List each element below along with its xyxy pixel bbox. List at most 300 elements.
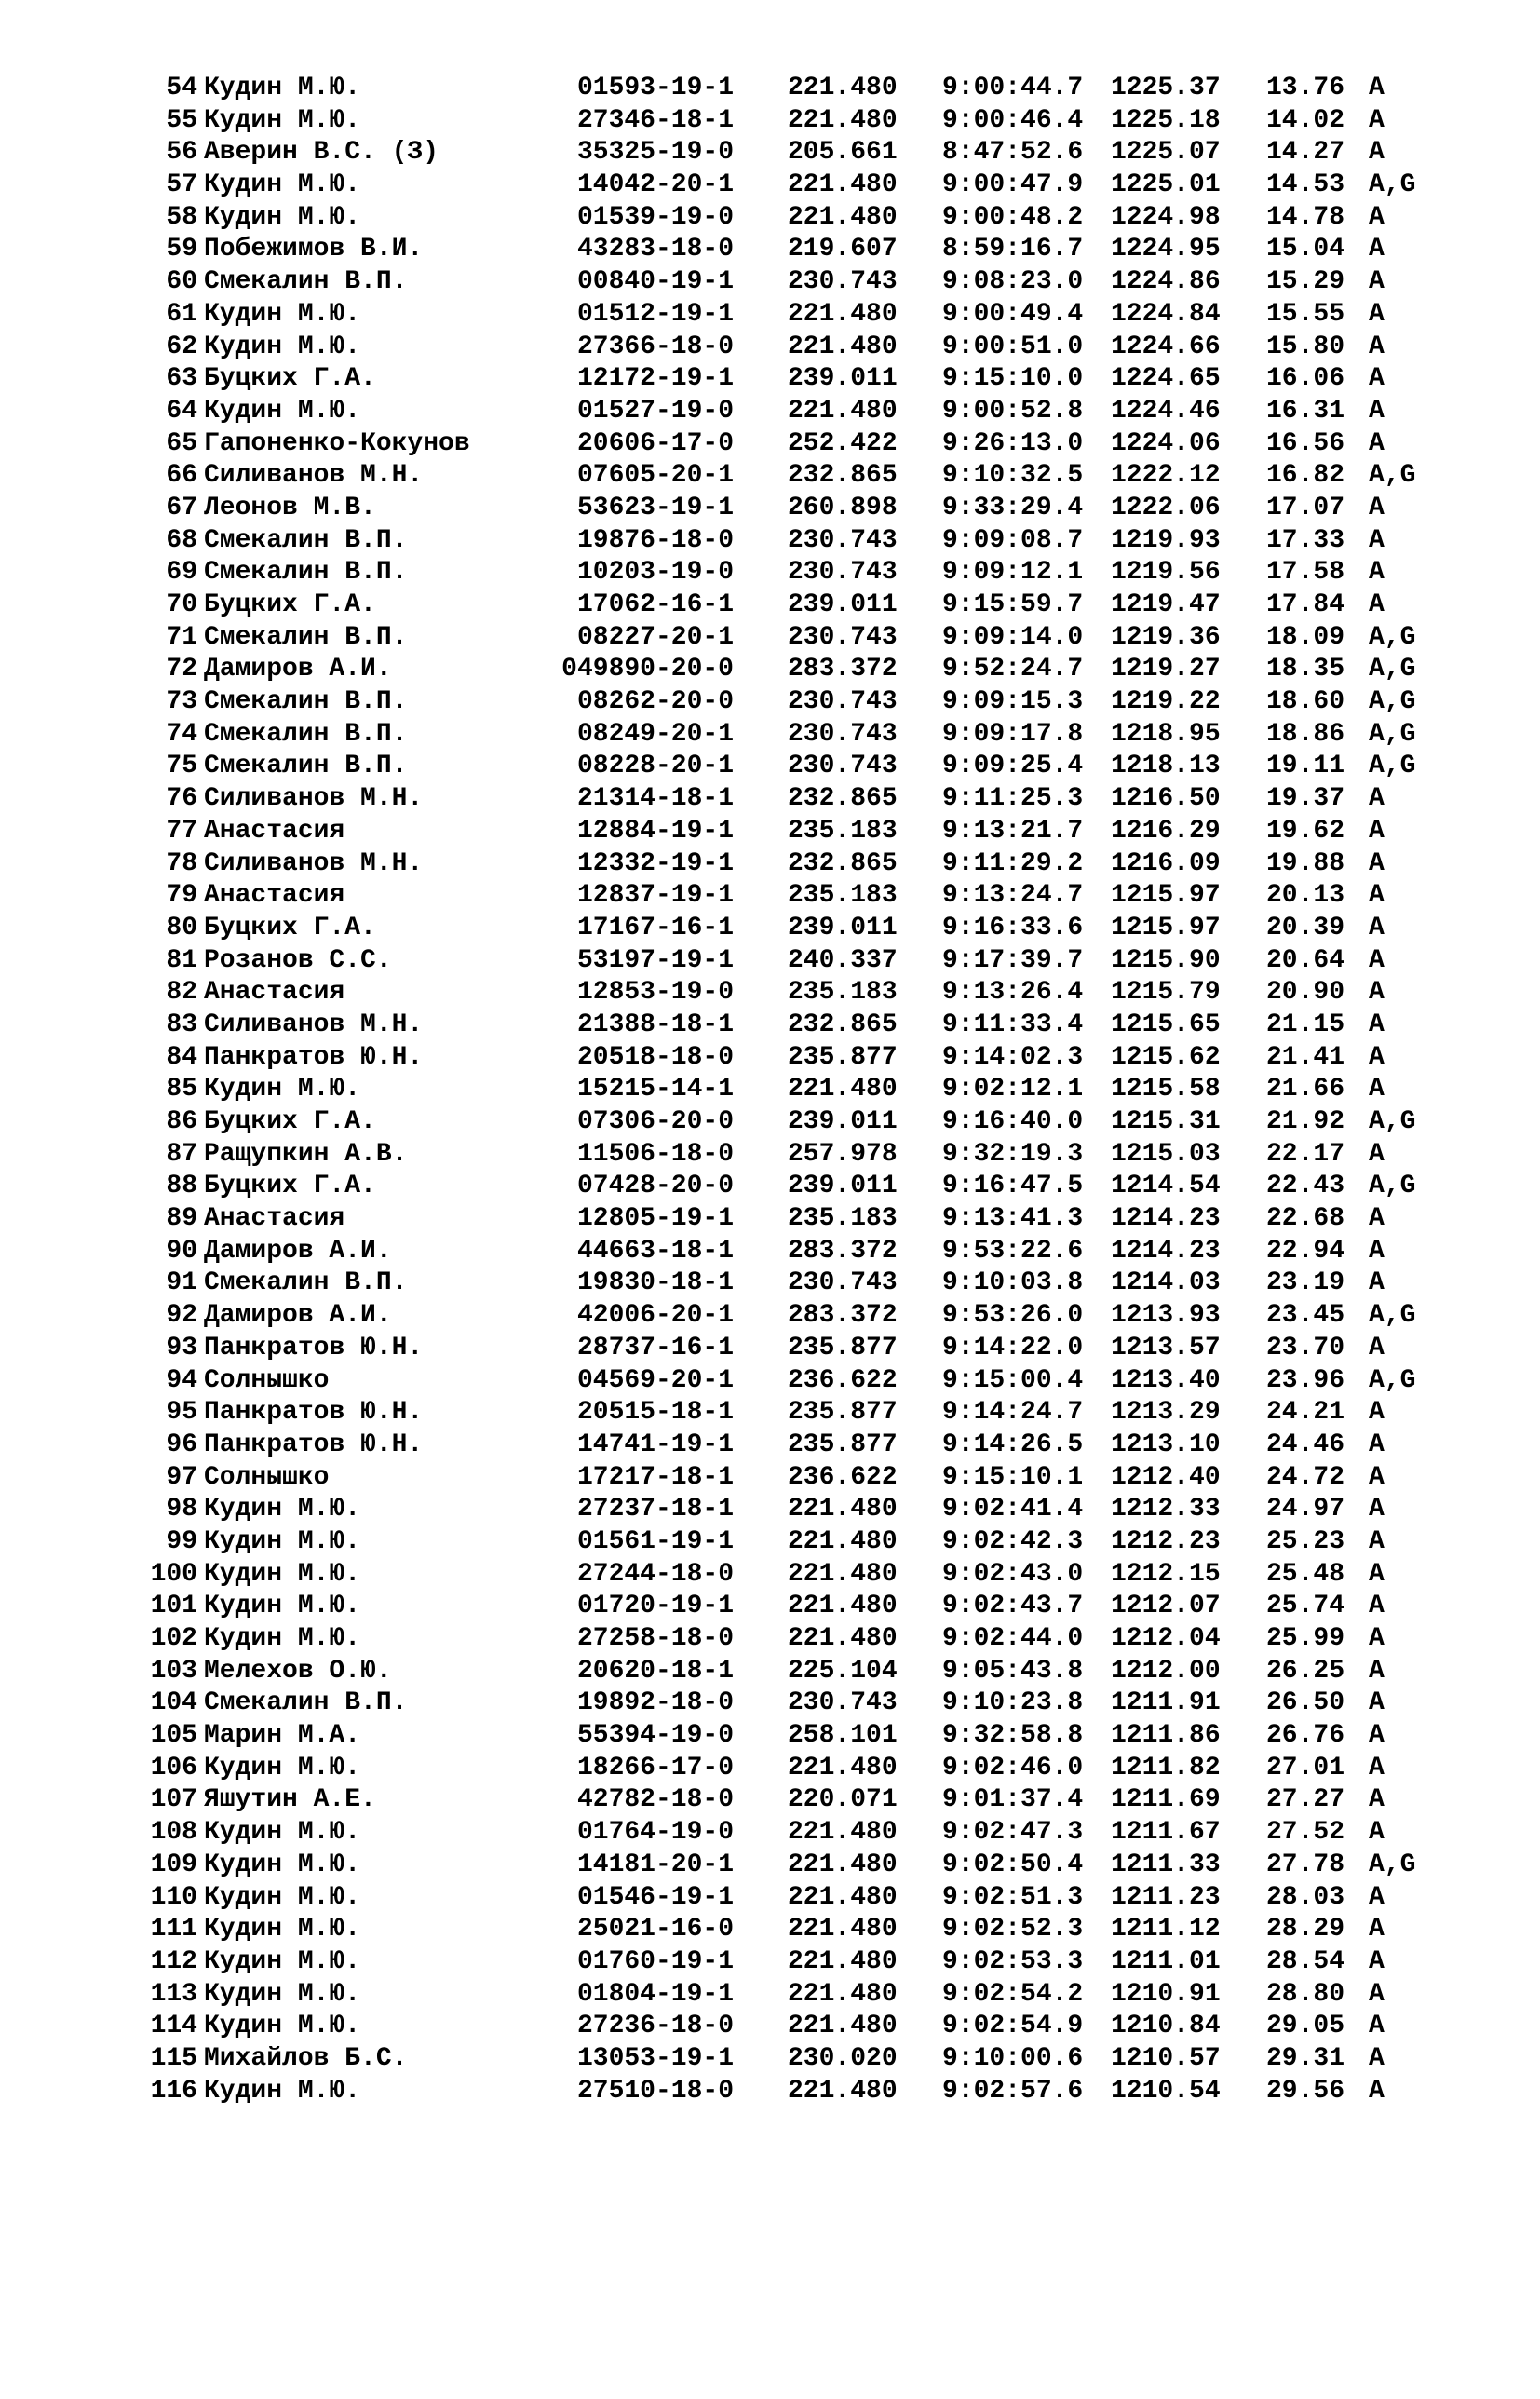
distance-cell: 219.607 [788,235,898,264]
fancier-name-cell: Кудин М.Ю. [204,1592,361,1621]
fancier-name-cell: Михайлов Б.С. [204,2043,408,2073]
table-row [0,169,1540,202]
fancier-name-cell: Силиванов М.Н. [204,1010,424,1039]
table-row [0,1720,1540,1753]
table-row [0,1850,1540,1882]
table-row [0,622,1540,655]
place-cell: 55 [166,105,197,135]
flag-cell: A [1369,2043,1385,2073]
table-row [0,1203,1540,1236]
flag-cell: A,G [1369,461,1416,491]
coefficient-cell: 14.53 [1266,170,1345,200]
coefficient-cell: 18.60 [1266,687,1345,717]
arrival-time-cell: 9:05:43.8 [942,1656,1084,1686]
speed-cell: 1222.06 [1111,493,1221,522]
arrival-time-cell: 9:13:26.4 [942,978,1084,1008]
coefficient-cell: 23.96 [1266,1365,1345,1395]
coefficient-cell: 16.56 [1266,428,1345,458]
ring-number-cell: 01561-19-1 [576,1526,734,1556]
distance-cell: 239.011 [788,913,898,942]
flag-cell: A [1369,1592,1385,1621]
distance-cell: 230.743 [788,687,898,717]
fancier-name-cell: Кудин М.Ю. [204,396,361,426]
table-row [0,1106,1540,1139]
distance-cell: 235.183 [788,881,898,911]
speed-cell: 1211.33 [1111,1850,1221,1879]
coefficient-cell: 22.17 [1266,1139,1345,1169]
speed-cell: 1224.46 [1111,396,1221,426]
arrival-time-cell: 9:15:00.4 [942,1365,1084,1395]
distance-cell: 283.372 [788,655,898,684]
speed-cell: 1216.09 [1111,848,1221,878]
ring-number-cell: 27346-18-1 [576,105,734,135]
results-table [0,73,1540,2108]
speed-cell: 1213.29 [1111,1398,1221,1428]
ring-number-cell: 01539-19-0 [576,202,734,232]
place-cell: 91 [166,1268,197,1298]
fancier-name-cell: Кудин М.Ю. [204,1075,361,1105]
coefficient-cell: 22.43 [1266,1172,1345,1201]
place-cell: 103 [150,1656,197,1686]
flag-cell: A [1369,1430,1385,1459]
ring-number-cell: 08228-20-1 [576,752,734,781]
distance-cell: 283.372 [788,1236,898,1266]
flag-cell: A [1369,1946,1385,1976]
place-cell: 56 [166,138,197,168]
arrival-time-cell: 9:26:13.0 [942,428,1084,458]
place-cell: 109 [150,1850,197,1879]
table-row [0,525,1540,558]
speed-cell: 1216.29 [1111,816,1221,846]
speed-cell: 1215.97 [1111,913,1221,942]
ring-number-cell: 12837-19-1 [576,881,734,911]
flag-cell: A [1369,945,1385,975]
place-cell: 70 [166,590,197,619]
flag-cell: A [1369,1236,1385,1266]
fancier-name-cell: Панкратов Ю.Н. [204,1430,424,1459]
place-cell: 105 [150,1721,197,1751]
flag-cell: A [1369,493,1385,522]
arrival-time-cell: 9:00:48.2 [942,202,1084,232]
fancier-name-cell: Ращупкин А.В. [204,1139,408,1169]
speed-cell: 1212.00 [1111,1656,1221,1686]
coefficient-cell: 21.66 [1266,1075,1345,1105]
distance-cell: 221.480 [788,1979,898,2009]
distance-cell: 220.071 [788,1785,898,1815]
place-cell: 108 [150,1818,197,1848]
table-row [0,1074,1540,1106]
place-cell: 95 [166,1398,197,1428]
speed-cell: 1224.95 [1111,235,1221,264]
place-cell: 96 [166,1430,197,1459]
arrival-time-cell: 9:02:53.3 [942,1946,1084,1976]
ring-number-cell: 049890-20-0 [561,655,734,684]
fancier-name-cell: Смекалин В.П. [204,525,408,555]
coefficient-cell: 23.70 [1266,1333,1345,1362]
table-row [0,848,1540,881]
arrival-time-cell: 9:14:02.3 [942,1042,1084,1072]
distance-cell: 235.877 [788,1398,898,1428]
arrival-time-cell: 8:47:52.6 [942,138,1084,168]
ring-number-cell: 11506-18-0 [576,1139,734,1169]
flag-cell: A [1369,978,1385,1008]
ring-number-cell: 00840-19-1 [576,267,734,297]
arrival-time-cell: 9:32:19.3 [942,1139,1084,1169]
ring-number-cell: 42006-20-1 [576,1301,734,1331]
arrival-time-cell: 9:00:51.0 [942,332,1084,361]
table-row [0,428,1540,461]
coefficient-cell: 29.05 [1266,2012,1345,2041]
coefficient-cell: 19.88 [1266,848,1345,878]
fancier-name-cell: Кудин М.Ю. [204,170,361,200]
ring-number-cell: 08249-20-1 [576,719,734,749]
speed-cell: 1210.91 [1111,1979,1221,2009]
distance-cell: 240.337 [788,945,898,975]
flag-cell: A,G [1369,622,1416,652]
table-row [0,73,1540,105]
arrival-time-cell: 9:02:44.0 [942,1624,1084,1653]
place-cell: 67 [166,493,197,522]
table-row [0,1784,1540,1817]
speed-cell: 1219.27 [1111,655,1221,684]
distance-cell: 221.480 [788,74,898,102]
coefficient-cell: 26.25 [1266,1656,1345,1686]
arrival-time-cell: 9:10:03.8 [942,1268,1084,1298]
fancier-name-cell: Кудин М.Ю. [204,1882,361,1912]
distance-cell: 232.865 [788,1010,898,1039]
speed-cell: 1215.90 [1111,945,1221,975]
ring-number-cell: 27366-18-0 [576,332,734,361]
ring-number-cell: 04569-20-1 [576,1365,734,1395]
distance-cell: 239.011 [788,1172,898,1201]
speed-cell: 1215.58 [1111,1075,1221,1105]
distance-cell: 221.480 [788,1592,898,1621]
ring-number-cell: 07428-20-0 [576,1172,734,1201]
distance-cell: 221.480 [788,1624,898,1653]
speed-cell: 1215.97 [1111,881,1221,911]
fancier-name-cell: Розанов С.С. [204,945,392,975]
distance-cell: 235.183 [788,816,898,846]
flag-cell: A [1369,590,1385,619]
table-row [0,202,1540,235]
fancier-name-cell: Кудин М.Ю. [204,332,361,361]
coefficient-cell: 26.50 [1266,1688,1345,1718]
fancier-name-cell: Кудин М.Ю. [204,1915,361,1945]
arrival-time-cell: 9:16:47.5 [942,1172,1084,1201]
ring-number-cell: 14042-20-1 [576,170,734,200]
table-row [0,1139,1540,1172]
arrival-time-cell: 9:00:47.9 [942,170,1084,200]
distance-cell: 239.011 [788,590,898,619]
fancier-name-cell: Буцких Г.А. [204,1172,376,1201]
ring-number-cell: 17167-16-1 [576,913,734,942]
flag-cell: A [1369,1042,1385,1072]
speed-cell: 1211.69 [1111,1785,1221,1815]
flag-cell: A [1369,74,1385,102]
speed-cell: 1211.12 [1111,1915,1221,1945]
flag-cell: A [1369,1559,1385,1589]
speed-cell: 1215.79 [1111,978,1221,1008]
coefficient-cell: 25.74 [1266,1592,1345,1621]
table-row [0,1817,1540,1850]
table-row [0,751,1540,783]
ring-number-cell: 19892-18-0 [576,1688,734,1718]
arrival-time-cell: 9:09:17.8 [942,719,1084,749]
coefficient-cell: 23.19 [1266,1268,1345,1298]
speed-cell: 1219.56 [1111,558,1221,588]
table-row [0,1494,1540,1526]
distance-cell: 235.877 [788,1042,898,1072]
flag-cell: A,G [1369,1850,1416,1879]
coefficient-cell: 22.68 [1266,1204,1345,1234]
fancier-name-cell: Силиванов М.Н. [204,784,424,814]
flag-cell: A [1369,2012,1385,2041]
place-cell: 112 [150,1946,197,1976]
fancier-name-cell: Гапоненко-Кокунов [204,428,470,458]
place-cell: 81 [166,945,197,975]
speed-cell: 1215.03 [1111,1139,1221,1169]
flag-cell: A,G [1369,687,1416,717]
flag-cell: A [1369,1526,1385,1556]
flag-cell: A [1369,1785,1385,1815]
table-row [0,1914,1540,1946]
place-cell: 64 [166,396,197,426]
fancier-name-cell: Кудин М.Ю. [204,1979,361,2009]
arrival-time-cell: 9:02:50.4 [942,1850,1084,1879]
place-cell: 104 [150,1688,197,1718]
ring-number-cell: 27510-18-0 [576,2076,734,2106]
flag-cell: A [1369,267,1385,297]
table-row [0,1010,1540,1042]
speed-cell: 1214.23 [1111,1204,1221,1234]
fancier-name-cell: Дамиров А.И. [204,1301,392,1331]
coefficient-cell: 19.11 [1266,752,1345,781]
arrival-time-cell: 9:09:25.4 [942,752,1084,781]
table-row [0,1236,1540,1268]
arrival-time-cell: 9:02:41.4 [942,1495,1084,1525]
distance-cell: 239.011 [788,364,898,394]
ring-number-cell: 53197-19-1 [576,945,734,975]
speed-cell: 1214.23 [1111,1236,1221,1266]
speed-cell: 1213.40 [1111,1365,1221,1395]
table-row [0,1591,1540,1623]
distance-cell: 225.104 [788,1656,898,1686]
coefficient-cell: 24.21 [1266,1398,1345,1428]
arrival-time-cell: 9:09:08.7 [942,525,1084,555]
distance-cell: 221.480 [788,1075,898,1105]
speed-cell: 1224.84 [1111,299,1221,329]
fancier-name-cell: Смекалин В.П. [204,622,408,652]
ring-number-cell: 25021-16-0 [576,1915,734,1945]
speed-cell: 1212.15 [1111,1559,1221,1589]
speed-cell: 1213.93 [1111,1301,1221,1331]
distance-cell: 221.480 [788,1882,898,1912]
arrival-time-cell: 9:02:43.7 [942,1592,1084,1621]
flag-cell: A [1369,525,1385,555]
speed-cell: 1219.22 [1111,687,1221,717]
distance-cell: 205.661 [788,138,898,168]
distance-cell: 221.480 [788,332,898,361]
distance-cell: 258.101 [788,1721,898,1751]
flag-cell: A [1369,816,1385,846]
coefficient-cell: 15.29 [1266,267,1345,297]
place-cell: 107 [150,1785,197,1815]
arrival-time-cell: 9:11:33.4 [942,1010,1084,1039]
ring-number-cell: 19830-18-1 [576,1268,734,1298]
ring-number-cell: 20620-18-1 [576,1656,734,1686]
fancier-name-cell: Кудин М.Ю. [204,202,361,232]
flag-cell: A [1369,1139,1385,1169]
place-cell: 57 [166,170,197,200]
arrival-time-cell: 9:13:41.3 [942,1204,1084,1234]
flag-cell: A [1369,235,1385,264]
place-cell: 116 [150,2076,197,2106]
fancier-name-cell: Анастасия [204,881,345,911]
ring-number-cell: 12805-19-1 [576,1204,734,1234]
place-cell: 79 [166,881,197,911]
coefficient-cell: 17.84 [1266,590,1345,619]
coefficient-cell: 28.80 [1266,1979,1345,2009]
place-cell: 71 [166,622,197,652]
ring-number-cell: 01527-19-0 [576,396,734,426]
place-cell: 82 [166,978,197,1008]
speed-cell: 1214.03 [1111,1268,1221,1298]
speed-cell: 1211.82 [1111,1753,1221,1782]
fancier-name-cell: Смекалин В.П. [204,752,408,781]
distance-cell: 232.865 [788,784,898,814]
distance-cell: 221.480 [788,1850,898,1879]
ring-number-cell: 12332-19-1 [576,848,734,878]
fancier-name-cell: Дамиров А.И. [204,655,392,684]
distance-cell: 230.020 [788,2043,898,2073]
table-row [0,1042,1540,1075]
flag-cell: A [1369,1656,1385,1686]
place-cell: 59 [166,235,197,264]
coefficient-cell: 21.15 [1266,1010,1345,1039]
coefficient-cell: 15.04 [1266,235,1345,264]
flag-cell: A,G [1369,1107,1416,1136]
speed-cell: 1216.50 [1111,784,1221,814]
speed-cell: 1213.57 [1111,1333,1221,1362]
distance-cell: 230.743 [788,267,898,297]
coefficient-cell: 13.76 [1266,74,1345,102]
coefficient-cell: 15.55 [1266,299,1345,329]
ring-number-cell: 01512-19-1 [576,299,734,329]
arrival-time-cell: 9:15:10.0 [942,364,1084,394]
coefficient-cell: 19.62 [1266,816,1345,846]
ring-number-cell: 27236-18-0 [576,2012,734,2041]
fancier-name-cell: Анастасия [204,1204,345,1234]
speed-cell: 1210.84 [1111,2012,1221,2041]
ring-number-cell: 21388-18-1 [576,1010,734,1039]
fancier-name-cell: Панкратов Ю.Н. [204,1042,424,1072]
table-row [0,686,1540,719]
flag-cell: A [1369,913,1385,942]
fancier-name-cell: Силиванов М.Н. [204,848,424,878]
ring-number-cell: 08227-20-1 [576,622,734,652]
speed-cell: 1219.93 [1111,525,1221,555]
coefficient-cell: 18.86 [1266,719,1345,749]
flag-cell: A [1369,428,1385,458]
distance-cell: 236.622 [788,1462,898,1492]
place-cell: 54 [166,74,197,102]
speed-cell: 1224.98 [1111,202,1221,232]
place-cell: 72 [166,655,197,684]
flag-cell: A,G [1369,1301,1416,1331]
flag-cell: A [1369,1882,1385,1912]
arrival-time-cell: 9:13:21.7 [942,816,1084,846]
arrival-time-cell: 9:10:00.6 [942,2043,1084,2073]
arrival-time-cell: 9:52:24.7 [942,655,1084,684]
coefficient-cell: 22.94 [1266,1236,1345,1266]
distance-cell: 221.480 [788,299,898,329]
coefficient-cell: 20.13 [1266,881,1345,911]
ring-number-cell: 12884-19-1 [576,816,734,846]
fancier-name-cell: Кудин М.Ю. [204,74,361,102]
table-row [0,1462,1540,1495]
arrival-time-cell: 9:02:52.3 [942,1915,1084,1945]
fancier-name-cell: Леонов М.В. [204,493,376,522]
arrival-time-cell: 9:02:54.2 [942,1979,1084,2009]
distance-cell: 221.480 [788,170,898,200]
ring-number-cell: 17062-16-1 [576,590,734,619]
table-row [0,1979,1540,2012]
fancier-name-cell: Яшутин А.Е. [204,1785,376,1815]
coefficient-cell: 24.72 [1266,1462,1345,1492]
table-row [0,1946,1540,1979]
distance-cell: 221.480 [788,202,898,232]
distance-cell: 260.898 [788,493,898,522]
ring-number-cell: 27237-18-1 [576,1495,734,1525]
coefficient-cell: 27.01 [1266,1753,1345,1782]
fancier-name-cell: Побежимов В.И. [204,235,424,264]
table-row [0,2011,1540,2043]
arrival-time-cell: 9:15:59.7 [942,590,1084,619]
table-row [0,557,1540,590]
coefficient-cell: 25.23 [1266,1526,1345,1556]
ring-number-cell: 07306-20-0 [576,1107,734,1136]
speed-cell: 1225.01 [1111,170,1221,200]
table-row [0,1687,1540,1720]
ring-number-cell: 15215-14-1 [576,1075,734,1105]
speed-cell: 1210.57 [1111,2043,1221,2073]
arrival-time-cell: 9:17:39.7 [942,945,1084,975]
ring-number-cell: 44663-18-1 [576,1236,734,1266]
flag-cell: A [1369,1075,1385,1105]
speed-cell: 1219.47 [1111,590,1221,619]
coefficient-cell: 26.76 [1266,1721,1345,1751]
ring-number-cell: 55394-19-0 [576,1721,734,1751]
arrival-time-cell: 9:53:26.0 [942,1301,1084,1331]
table-row [0,299,1540,332]
ring-number-cell: 21314-18-1 [576,784,734,814]
ring-number-cell: 01720-19-1 [576,1592,734,1621]
arrival-time-cell: 9:14:26.5 [942,1430,1084,1459]
speed-cell: 1222.12 [1111,461,1221,491]
place-cell: 84 [166,1042,197,1072]
coefficient-cell: 24.97 [1266,1495,1345,1525]
place-cell: 88 [166,1172,197,1201]
arrival-time-cell: 9:10:23.8 [942,1688,1084,1718]
flag-cell: A,G [1369,752,1416,781]
flag-cell: A [1369,1688,1385,1718]
place-cell: 101 [150,1592,197,1621]
ring-number-cell: 08262-20-0 [576,687,734,717]
fancier-name-cell: Смекалин В.П. [204,558,408,588]
arrival-time-cell: 9:32:58.8 [942,1721,1084,1751]
table-row [0,719,1540,752]
place-cell: 65 [166,428,197,458]
